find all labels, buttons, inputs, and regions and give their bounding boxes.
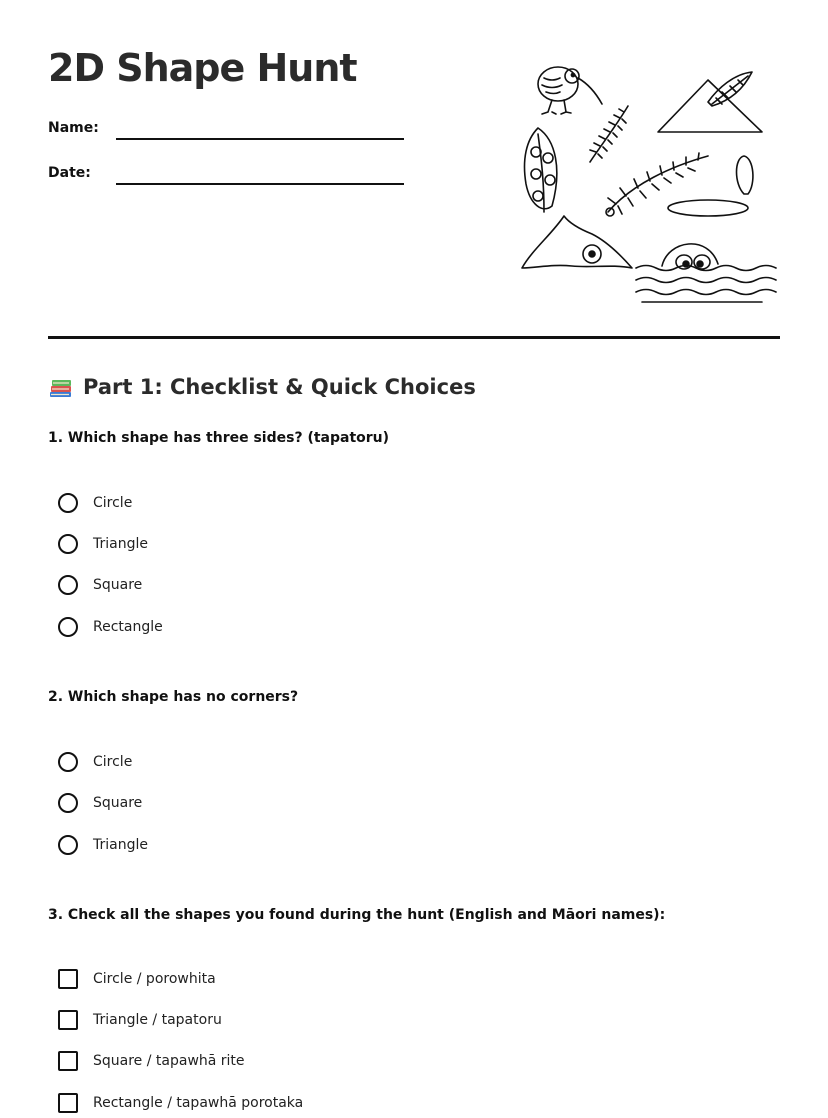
radio-button[interactable] [58, 752, 78, 772]
option-label: Circle / porowhita [93, 971, 216, 987]
option-label: Circle [93, 495, 133, 511]
q3-option-square[interactable] [58, 1049, 245, 1073]
radio-button[interactable] [58, 493, 78, 513]
large-fern-icon [606, 153, 708, 216]
checkbox[interactable] [58, 969, 78, 989]
part1-title: Part 1: Checklist & Quick Choices [83, 375, 476, 399]
radio-button[interactable] [58, 793, 78, 813]
mountain-icon [658, 72, 762, 132]
name-input-line[interactable] [116, 138, 404, 140]
option-label: Square / tapawhā rite [93, 1053, 245, 1069]
question-3: 3. Check all the shapes you found during the hunt (English and Māori names): [48, 907, 666, 923]
q1-option-triangle[interactable] [58, 532, 148, 556]
leaf-icon [525, 128, 557, 212]
q1-option-square[interactable] [58, 573, 142, 597]
option-label: Square [93, 577, 143, 593]
q1-option-circle[interactable] [58, 491, 132, 515]
part1-heading [48, 374, 476, 400]
q3-option-rectangle[interactable] [58, 1091, 303, 1115]
q1-option-rectangle[interactable] [58, 615, 163, 639]
option-label: Circle [93, 754, 133, 770]
date-field[interactable] [48, 163, 408, 193]
option-label: Square [93, 795, 143, 811]
q3-option-circle[interactable] [58, 967, 216, 991]
fern-icon [590, 106, 628, 162]
q2-option-square[interactable] [58, 791, 142, 815]
radio-button[interactable] [58, 835, 78, 855]
books-icon [48, 374, 74, 400]
option-label: Triangle / tapatoru [93, 1012, 222, 1028]
checkbox[interactable] [58, 1093, 78, 1113]
question-2: 2. Which shape has no corners? [48, 689, 299, 705]
date-input-line[interactable] [116, 183, 404, 185]
water-icon [636, 244, 776, 302]
name-label: Name: [48, 120, 99, 136]
page-title: 2D Shape Hunt [48, 46, 357, 90]
q2-option-circle[interactable] [58, 750, 132, 774]
radio-button[interactable] [58, 575, 78, 595]
question-1: 1. Which shape has three sides? (tapatoru) [48, 430, 390, 446]
date-label: Date: [48, 165, 91, 181]
checkbox[interactable] [58, 1051, 78, 1071]
option-label: Rectangle [93, 619, 163, 635]
option-label: Triangle [93, 837, 148, 853]
name-field[interactable] [48, 118, 408, 148]
island-icon [522, 216, 632, 268]
nz-illustration [512, 54, 782, 314]
q3-option-triangle[interactable] [58, 1008, 222, 1032]
option-label: Rectangle / tapawhā porotaka [93, 1095, 304, 1111]
kiwi-icon [538, 67, 602, 114]
checkbox[interactable] [58, 1010, 78, 1030]
option-label: Triangle [93, 536, 148, 552]
radio-button[interactable] [58, 534, 78, 554]
q2-option-triangle[interactable] [58, 833, 148, 857]
radio-button[interactable] [58, 617, 78, 637]
section-divider [48, 336, 780, 339]
